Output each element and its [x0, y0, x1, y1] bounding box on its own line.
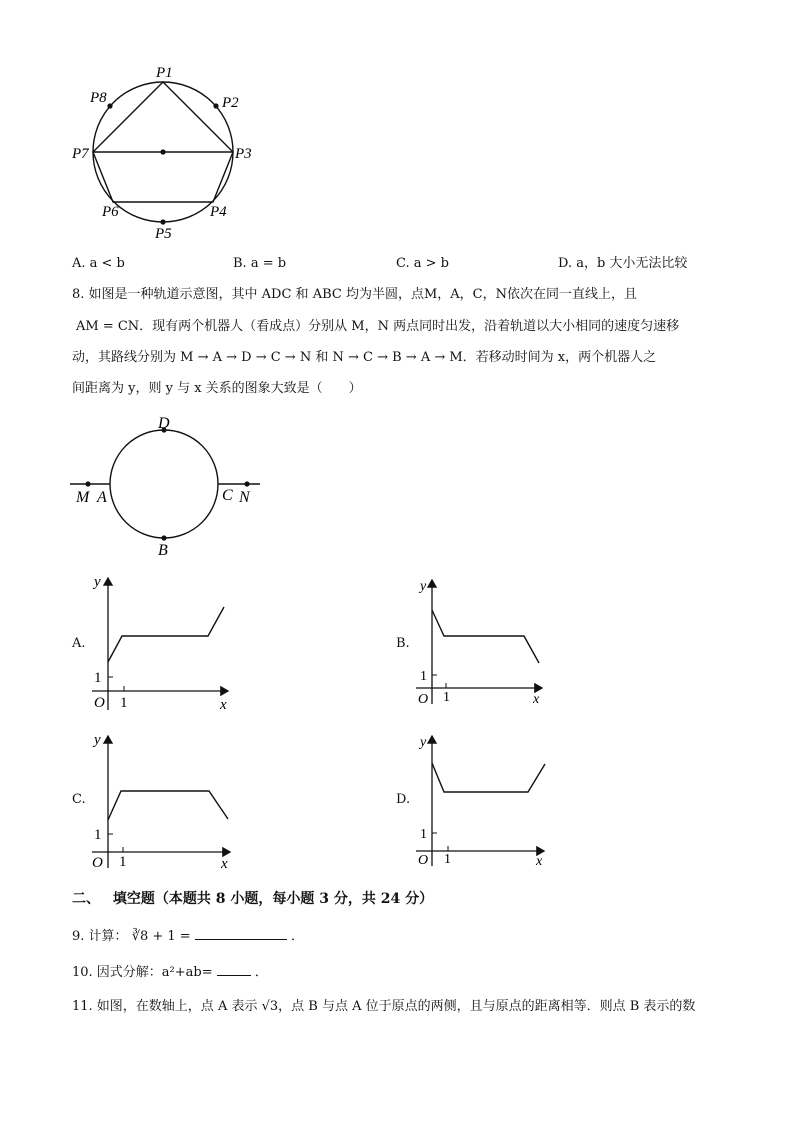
svg-text:y: y: [420, 579, 427, 594]
graph-d[interactable]: [412, 730, 562, 870]
graph-b[interactable]: [412, 574, 562, 708]
svg-text:O: O: [92, 855, 103, 871]
point-p8: [107, 103, 112, 108]
svg-text:y: y: [420, 735, 427, 750]
point-p2: [213, 103, 218, 108]
svg-text:1: 1: [119, 854, 127, 870]
svg-text:x: x: [220, 697, 227, 713]
q9: [72, 925, 304, 947]
svg-text:y: y: [94, 732, 101, 748]
svg-text:x: x: [221, 856, 228, 872]
graph-c-label[interactable]: C.: [72, 792, 86, 807]
q7-option-c[interactable]: C. a > b: [396, 256, 449, 271]
octagon-circle-figure: [60, 55, 270, 245]
q8-line-4: 间距离为 y，则 y 与 x 关系的图象大致是（ ）: [72, 381, 362, 396]
graph-c-curve: [108, 791, 228, 820]
label-d: D: [158, 415, 170, 432]
center-point: [160, 149, 165, 154]
graph-b-curve: [432, 610, 539, 663]
graph-a[interactable]: [88, 570, 238, 716]
label-c: C: [222, 487, 233, 504]
svg-text:1: 1: [94, 827, 102, 843]
graph-b-label[interactable]: B.: [396, 636, 410, 651]
q7-option-b[interactable]: B. a = b: [233, 256, 287, 271]
label-p2: P2: [222, 95, 239, 111]
label-a: A: [97, 489, 107, 506]
svg-text:1: 1: [94, 670, 102, 686]
svg-text:x: x: [533, 692, 540, 707]
svg-text:1: 1: [420, 669, 427, 684]
point-n: [244, 481, 249, 486]
label-m: M: [76, 489, 90, 506]
q7-option-a[interactable]: A. a < b: [72, 256, 125, 271]
q10-end: ．: [254, 965, 268, 980]
q10: [72, 961, 268, 983]
q8-line-2: AM = CN．现有两个机器人（看成点）分别从 M，N 两点同时出发，沿着轨道以大小相同的速度匀速移: [76, 319, 680, 334]
label-b: B: [158, 542, 168, 559]
graph-d-label[interactable]: D.: [396, 792, 411, 807]
section-2-title: 填空题（本题共 8 小题，每小题 3 分，共 24 分）: [112, 891, 434, 907]
q11: 11. 如图，在数轴上，点 A 表示 √3，点 B 与点 A 位于原点的两侧，且与原点的距离相等．则点 B 表示的数: [72, 999, 696, 1014]
svg-text:1: 1: [420, 827, 427, 842]
q9-answer-blank[interactable]: [195, 925, 287, 940]
q9-expression: ∛8 + 1 =: [131, 929, 191, 944]
label-n: N: [239, 489, 250, 506]
svg-text:O: O: [418, 692, 429, 707]
label-p5: P5: [155, 226, 172, 242]
point-m: [85, 481, 90, 486]
q9-prefix: 9. 计算：: [72, 929, 128, 944]
section-2-heading: [72, 889, 433, 909]
label-p4: P4: [210, 204, 227, 220]
label-p7: P7: [72, 146, 89, 162]
q7-option-d[interactable]: D. a，b 大小无法比较: [558, 256, 688, 271]
svg-text:1: 1: [443, 690, 450, 705]
point-p5: [160, 219, 165, 224]
point-b: [161, 535, 166, 540]
graph-a-curve: [108, 607, 224, 662]
track-figure: [66, 412, 266, 562]
svg-text:O: O: [418, 853, 429, 868]
label-p3: P3: [235, 146, 252, 162]
q8-line-3: 动，其路线分别为 M → A → D → C → N 和 N → C → B → A → M．若移动时间为 x，两个机器人之: [72, 350, 657, 365]
q10-answer-blank[interactable]: [217, 961, 251, 976]
graph-d-curve: [432, 763, 545, 792]
label-p8: P8: [90, 90, 107, 106]
q9-end: ．: [290, 929, 304, 944]
pentagon: [93, 82, 233, 202]
label-p6: P6: [102, 204, 119, 220]
svg-text:x: x: [536, 854, 543, 869]
svg-text:1: 1: [120, 695, 128, 711]
track-circle: [110, 430, 218, 538]
q8-line-1: 8. 如图是一种轨道示意图，其中 ADC 和 ABC 均为半圆，点M，A，C，N依次在同一直线上，且: [72, 287, 637, 302]
graph-a-label[interactable]: A.: [72, 636, 86, 651]
graph-c[interactable]: [88, 728, 238, 872]
svg-text:y: y: [94, 574, 101, 590]
q10-prefix: 10. 因式分解：a²+ab=: [72, 965, 213, 980]
label-p1: P1: [156, 65, 173, 81]
section-2-number: 二、: [72, 891, 100, 907]
svg-text:O: O: [94, 695, 105, 711]
svg-text:1: 1: [444, 852, 451, 867]
